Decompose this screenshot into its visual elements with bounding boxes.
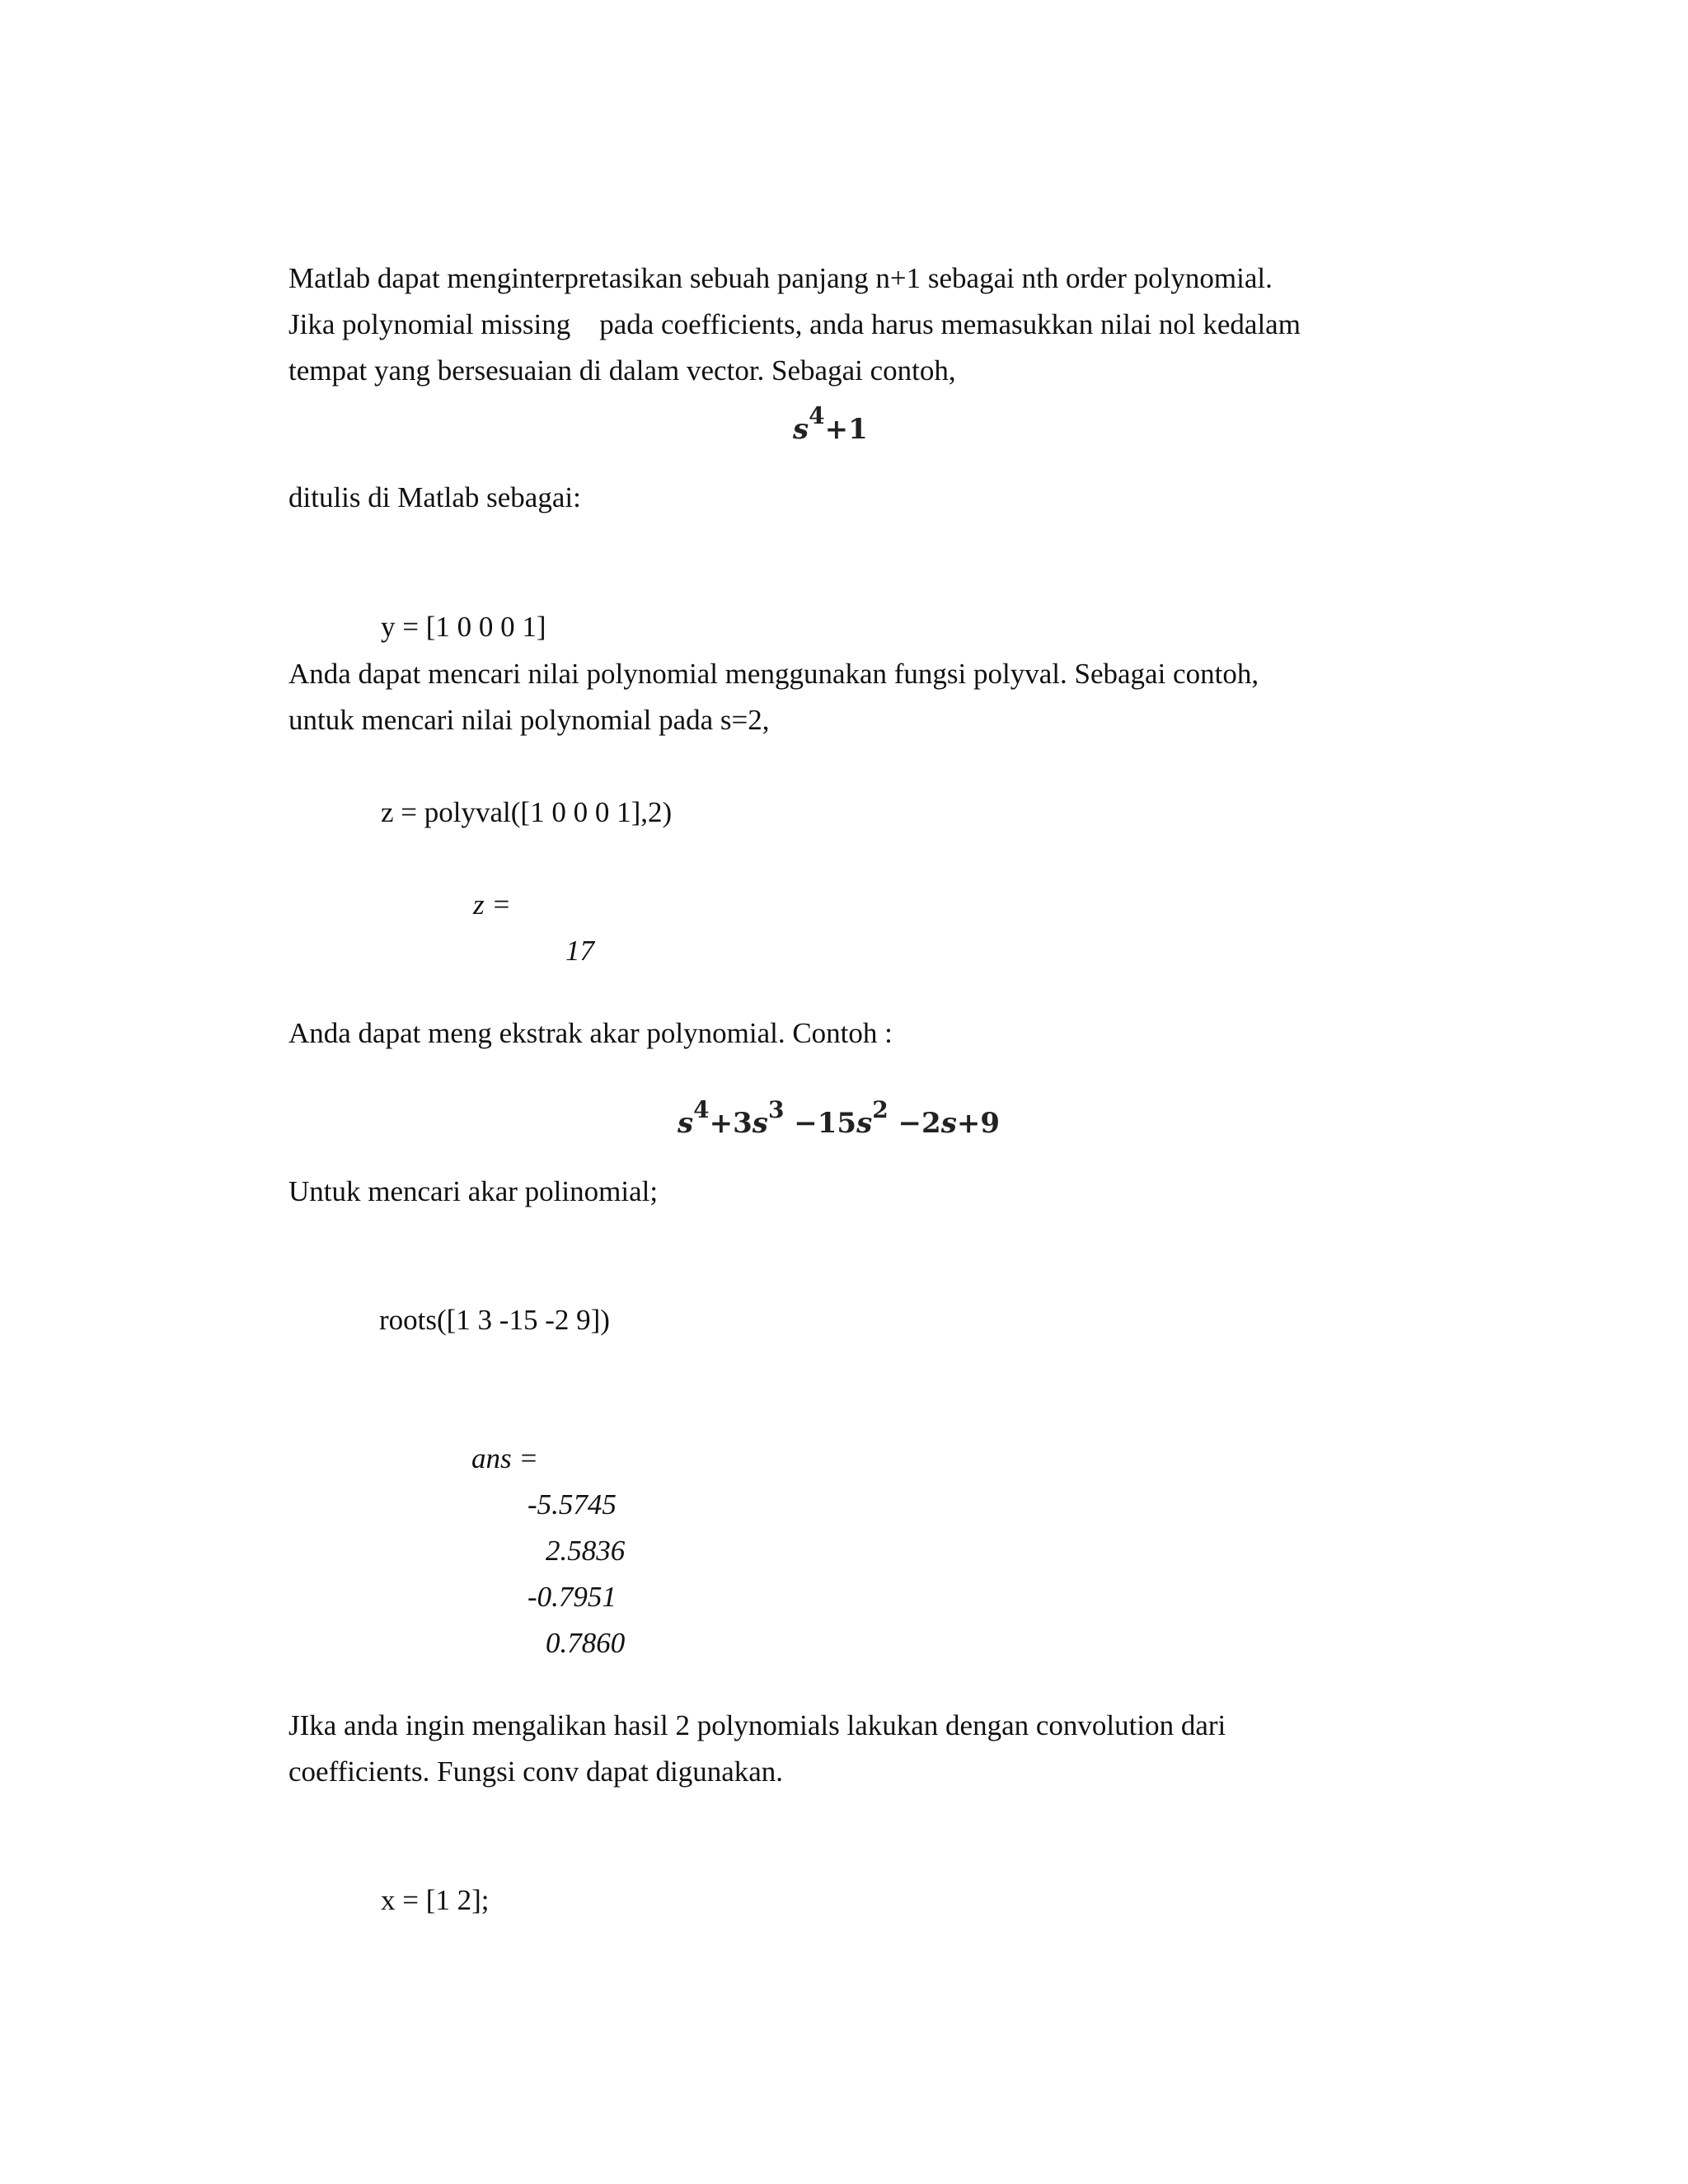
paragraph-intro-line-2: Jika polynomial missing pada coefficients, anda harus memasukkan nilai nol kedalam — [288, 308, 1301, 340]
formula-2-term4-var: s — [940, 1107, 957, 1140]
formula-2-term3-exp: 2 — [872, 1096, 889, 1123]
output-ans-value-3: -0.7951 — [528, 1581, 617, 1613]
formula-2-term2-var: s — [752, 1107, 768, 1140]
paragraph-polyval-line-2: untuk mencari nilai polynomial pada s=2, — [288, 704, 770, 736]
output-z-value: 17 — [565, 935, 594, 967]
code-y-vector: y = [1 0 0 0 1] — [381, 611, 546, 643]
formula-2-term3-var: s — [856, 1107, 873, 1140]
code-polyval: z = polyval([1 0 0 0 1],2) — [381, 796, 673, 828]
paragraph-akar: Anda dapat meng ekstrak akar polynomial. Contoh : — [288, 1017, 893, 1049]
paragraph-conv-line-1: JIka anda ingin mengalikan hasil 2 polynomials lakukan dengan convolution dari — [288, 1709, 1226, 1741]
code-x-vector: x = [1 2]; — [381, 1884, 490, 1916]
output-z-label: z = — [473, 888, 511, 921]
formula-quartic-polynomial — [678, 1096, 1000, 1140]
formula-1-exp: 4 — [809, 402, 825, 429]
formula-s4-plus-1 — [793, 402, 868, 446]
formula-1-rest: +1 — [824, 413, 868, 446]
formula-2-term1-var: s — [678, 1107, 694, 1140]
code-roots: roots([1 3 -15 -2 9]) — [379, 1304, 610, 1336]
output-ans-value-4: 0.7860 — [546, 1627, 626, 1659]
paragraph-conv-line-2: coefficients. Fungsi conv dapat digunakan. — [288, 1755, 784, 1788]
formula-2-term4-coef: −2 — [888, 1107, 941, 1140]
output-ans-label: ans = — [471, 1442, 538, 1474]
paragraph-polyval-line-1: Anda dapat mencari nilai polynomial menggunakan fungsi polyval. Sebagai contoh, — [288, 658, 1259, 690]
formula-2-term2-coef: +3 — [709, 1107, 753, 1140]
formula-2-term1-exp: 4 — [693, 1096, 710, 1123]
formula-2-term5: +9 — [956, 1107, 1001, 1140]
output-ans-value-2: 2.5836 — [546, 1535, 626, 1567]
formula-2-term3-coef: −15 — [784, 1107, 857, 1140]
paragraph-intro-line-3: tempat yang bersesuaian di dalam vector. Sebagai contoh, — [288, 354, 956, 387]
paragraph-ditulis: ditulis di Matlab sebagai: — [288, 481, 581, 513]
paragraph-intro-line-1: Matlab dapat menginterpretasikan sebuah panjang n+1 sebagai nth order polynomial. — [288, 262, 1273, 294]
paragraph-untuk-mencari: Untuk mencari akar polinomial; — [288, 1175, 659, 1207]
formula-2-term2-exp: 3 — [767, 1096, 785, 1123]
formula-1-var: s — [793, 413, 809, 446]
output-ans-value-1: -5.5745 — [528, 1488, 617, 1521]
